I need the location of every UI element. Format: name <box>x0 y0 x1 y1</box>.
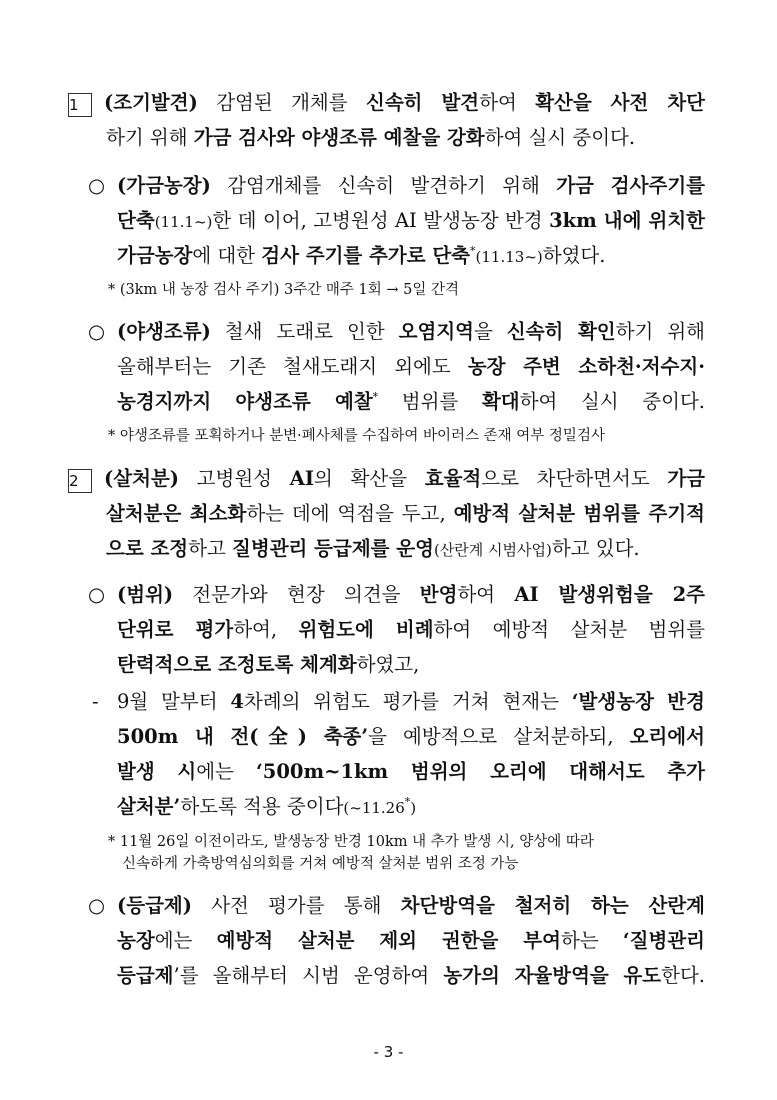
section2-number-box: 2 <box>68 469 92 493</box>
text: 하였고, <box>356 653 420 676</box>
section1-line2 <box>106 122 635 154</box>
text: 신속히 확인 <box>506 320 616 343</box>
text: 을 예방적으로 살처분하되, <box>368 725 630 748</box>
bullet: ○ <box>88 320 106 343</box>
section1-heading: (조기발견) <box>104 91 198 114</box>
section2-line2 <box>106 498 705 530</box>
text: * <box>470 244 476 258</box>
text: 확산을 사전 차단 <box>535 91 706 114</box>
item-range-line1 <box>117 579 705 611</box>
text: 에는 <box>196 760 256 783</box>
footnote-range-1: * 11월 26일 이전이라도, 발생농장 반경 10km 내 추가 발생 시, 양상에 따라 <box>108 834 594 850</box>
text: 하여, <box>233 618 299 641</box>
text: 500m 내 전(全) 축종’ <box>117 725 369 748</box>
footnote-range-2: 신속하게 가축방역심의회를 거쳐 예방적 살처분 범위 조정 가능 <box>122 856 519 872</box>
text: 하여 <box>479 91 536 114</box>
bullet: ○ <box>88 174 106 197</box>
item-farm-line1 <box>117 170 705 202</box>
text: 가금 <box>667 467 706 490</box>
text: 3km 내에 위치한 <box>549 209 705 232</box>
text: 등급제 <box>117 964 174 987</box>
text: 차단방역을 철저히 하는 산란계 <box>400 894 706 917</box>
text: 하여 예방적 살처분 범위를 <box>433 618 705 641</box>
text: 위험도에 비례 <box>298 618 434 641</box>
text: 하기 위해 <box>106 126 194 149</box>
text: 감염된 개체를 <box>197 91 366 114</box>
text: 탄력적으로 조정토록 체계화 <box>117 653 357 676</box>
text: 으로 조정 <box>106 537 189 560</box>
text: (~11.26 <box>343 799 405 817</box>
text: 하고 있다. <box>551 537 640 560</box>
item-wildbird-line2 <box>117 351 705 383</box>
text: 농경지까지 야생조류 예찰 <box>117 390 373 413</box>
text: 하기 위해 <box>615 320 706 343</box>
text: 단위로 평가 <box>117 618 234 641</box>
text: 오리에서 <box>629 725 705 748</box>
text: 하여 실시 중이다. <box>519 390 705 413</box>
text: 농장 <box>117 929 155 952</box>
text: 하도록 적용 중이다 <box>180 795 344 818</box>
text: 가금농장 <box>117 244 193 267</box>
sub-line2 <box>117 721 705 753</box>
footnote-farm: * (3km 내 농장 검사 주기) 3주간 매주 1회 → 5일 간격 <box>108 282 459 298</box>
text: 전문가와 현장 의견을 <box>173 583 420 606</box>
footnote-wildbird: * 야생조류를 포획하거나 분변·폐사체를 수집하여 바이러스 존재 여부 정밀검사 <box>108 428 605 444</box>
text: 4 <box>230 690 244 713</box>
text: * <box>404 795 411 809</box>
text: 한다. <box>661 964 705 987</box>
sub-line3 <box>117 756 705 788</box>
text: (가금농장) <box>117 174 211 197</box>
item-wildbird-line1 <box>117 316 705 348</box>
text: 으로 차단하면서도 <box>481 467 668 490</box>
text: 올해부터는 기존 철새도래지 외에도 <box>117 355 468 378</box>
section2-line3 <box>106 533 640 566</box>
text: 의 확산을 <box>313 467 425 490</box>
text: (산란계 시범사업) <box>433 541 552 559</box>
text: ’를 올해부터 시범 운영하여 <box>173 964 444 987</box>
dash: - <box>92 690 99 713</box>
text: 범위를 <box>378 390 482 413</box>
section2-line1 <box>68 463 705 495</box>
text: 하는 데에 역점을 두고, <box>246 502 454 525</box>
text: 반영 <box>419 583 458 606</box>
text: 예방적 살처분 범위를 주기적 <box>453 502 705 525</box>
text: * <box>372 390 379 404</box>
item-grade-line1 <box>117 890 705 922</box>
section1-number-box: 1 <box>68 93 92 117</box>
text: 하여 <box>457 583 515 606</box>
text: AI <box>289 467 314 490</box>
text: 살처분은 최소화 <box>106 502 247 525</box>
text: 하였다. <box>542 244 606 267</box>
item-wildbird-line3 <box>117 386 705 418</box>
text: (야생조류) <box>117 320 211 343</box>
item-range-line2 <box>117 614 705 646</box>
text: 철새 도래로 인한 <box>210 320 399 343</box>
text: 한 데 이어, 고병원성 AI 발생농장 반경 <box>212 209 550 232</box>
text: 하여 실시 중이다. <box>484 126 636 149</box>
bullet: ○ <box>88 583 106 606</box>
text: 확대 <box>481 390 520 413</box>
text: 질병관리 등급제를 운영 <box>232 537 434 560</box>
text: 감염개체를 신속히 발견하기 위해 <box>210 174 557 197</box>
text: 고병원성 <box>178 467 290 490</box>
text: ‘500m~1km 범위의 오리에 대해서도 추가 <box>256 760 705 783</box>
sub-line4 <box>117 791 416 824</box>
text: ) <box>410 799 417 817</box>
text: 을 <box>474 320 507 343</box>
text: 차례의 위험도 평가를 거쳐 현재는 <box>243 690 572 713</box>
text: 사전 평가를 통해 <box>191 894 401 917</box>
text: AI 발생위험을 2주 <box>514 583 705 606</box>
item-range-line3 <box>117 649 419 681</box>
text: ‘발생농장 반경 <box>571 690 705 713</box>
text: (11.13~) <box>475 248 543 266</box>
text: 검사 주기를 추가로 단축 <box>261 244 471 267</box>
text: 가금 검사주기를 <box>556 174 705 197</box>
item-grade-line2 <box>117 925 705 957</box>
text: 농장 주변 소하천·저수지· <box>467 355 705 378</box>
text: (범위) <box>117 583 174 606</box>
text: 예방적 살처분 제외 권한을 부여 <box>216 929 561 952</box>
text: 오염지역 <box>398 320 475 343</box>
text: 발생 시 <box>117 760 197 783</box>
text: 살처분’ <box>117 795 181 818</box>
section1-line1 <box>68 87 705 119</box>
item-farm-line2 <box>117 205 705 238</box>
text: 신속히 발견 <box>365 91 480 114</box>
item-farm-line3 <box>117 240 605 273</box>
item-grade-line3 <box>117 960 705 992</box>
page-number: - 3 - <box>373 1043 404 1061</box>
text: 에는 <box>154 929 217 952</box>
text: 에 대한 <box>192 244 262 267</box>
text: 농가의 자율방역을 유도 <box>443 964 662 987</box>
text: 효율적 <box>424 467 482 490</box>
bullet: ○ <box>88 894 106 917</box>
text: (11.1~) <box>154 213 213 231</box>
sub-line1 <box>117 686 705 718</box>
text: ‘질병관리 <box>622 929 705 952</box>
text: 단축 <box>117 209 155 232</box>
text: 가금 검사와 야생조류 예찰을 강화 <box>193 126 485 149</box>
text: (등급제) <box>117 894 192 917</box>
section2-heading: (살처분) <box>104 467 179 490</box>
text: 하고 <box>188 537 233 560</box>
text: 9월 말부터 <box>117 690 231 713</box>
text: 하는 <box>560 929 623 952</box>
